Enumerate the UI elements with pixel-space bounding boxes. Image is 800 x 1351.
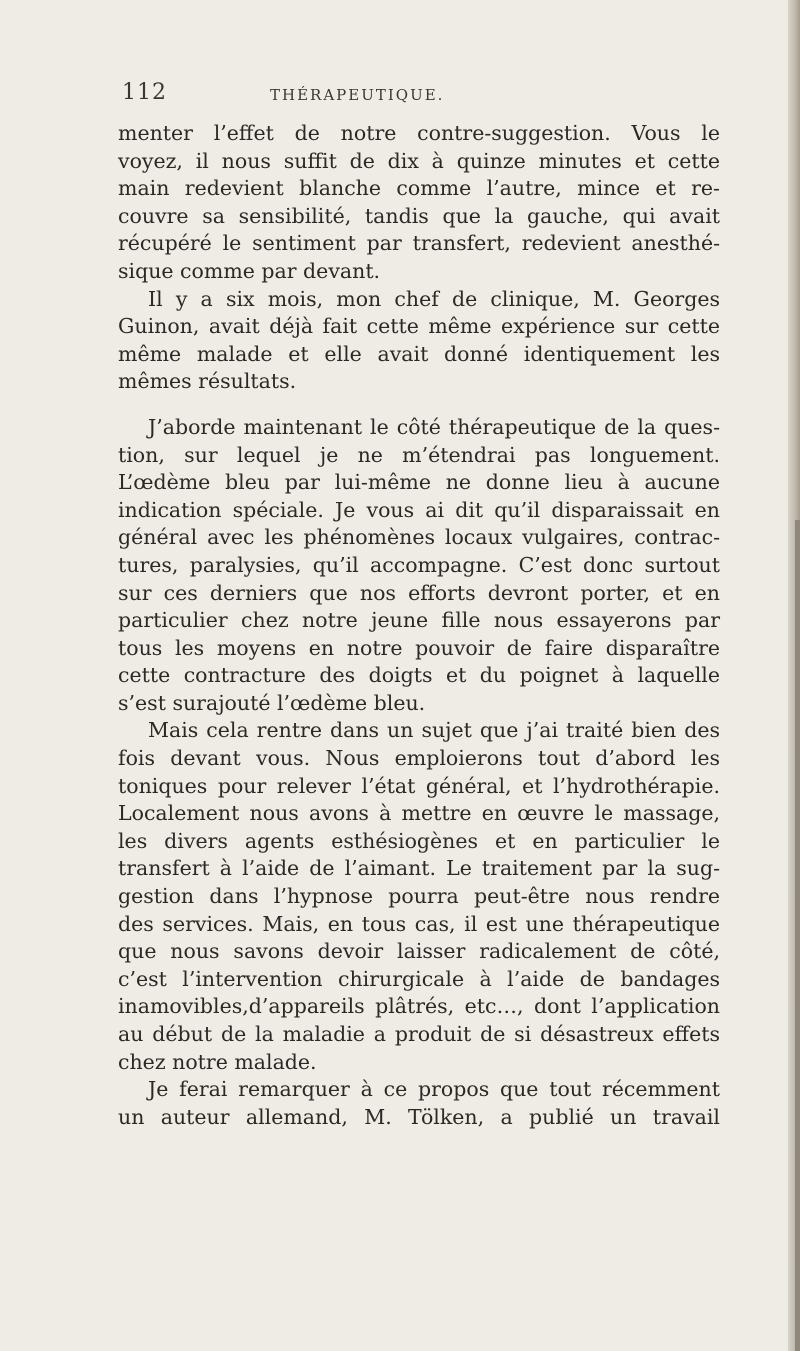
- text-line: que nous savons devoir laisser radicalement de côté,: [118, 939, 720, 964]
- text-line: inamovibles,d’appareils plâtrés, etc…, dont l’application: [118, 994, 720, 1019]
- page-number: 112: [122, 80, 167, 105]
- text-line: Mais cela rentre dans un sujet que j’ai traité bien des: [148, 718, 720, 743]
- text-line: des services. Mais, en tous cas, il est une thérapeutique: [118, 911, 720, 936]
- text-line: gestion dans l’hypnose pourra peut-être nous rendre: [118, 884, 720, 909]
- text-line: tures, paralysies, qu’il accompagne. C’est donc surtout: [118, 552, 720, 577]
- text-line: général avec les phénomènes locaux vulgaires, contrac-: [118, 525, 720, 550]
- text-line: s’est surajouté l’œdème bleu.: [118, 690, 426, 715]
- text-line: tous les moyens en notre pouvoir de faire disparaître: [118, 635, 720, 660]
- text-line: un auteur allemand, M. Tölken, a publié un travail: [118, 1104, 720, 1129]
- paragraph: [118, 717, 720, 1076]
- text-line: L’œdème bleu par lui-même ne donne lieu à aucune: [118, 470, 720, 495]
- text-line: main redevient blanche comme l’autre, mince et re-: [118, 176, 720, 201]
- text-line: couvre sa sensibilité, tandis que la gauche, qui avait: [118, 203, 720, 228]
- text-line: même malade et elle avait donné identiquement les: [118, 341, 720, 366]
- text-line: menter l’effet de notre contre-suggestion. Vous le: [118, 121, 720, 145]
- text-line: Je ferai remarquer à ce propos que tout récemment: [148, 1077, 720, 1102]
- text-line: tion, sur lequel je ne m’étendrai pas longuement.: [118, 442, 720, 467]
- text-line: mêmes résultats.: [118, 369, 297, 394]
- paragraph: [118, 120, 720, 286]
- text-line: Localement nous avons à mettre en œuvre le massage,: [118, 801, 720, 826]
- text-line: chez notre malade.: [118, 1049, 317, 1074]
- text-line: cette contracture des doigts et du poignet à laquelle: [118, 663, 720, 688]
- page-header: [122, 80, 722, 110]
- text-line: fois devant vous. Nous emploierons tout d’abord les: [118, 746, 720, 771]
- text-line: voyez, il nous suffit de dix à quinze minutes et cette: [118, 148, 720, 173]
- text-line: transfert à l’aide de l’aimant. Le traitement par la sug-: [118, 856, 720, 881]
- text-line: Il y a six mois, mon chef de clinique, M. Georges: [148, 286, 720, 311]
- page-edge-dark: [795, 520, 800, 1351]
- text-line: toniques pour relever l’état général, et l’hydrothérapie.: [118, 773, 720, 798]
- text-line: J’aborde maintenant le côté thérapeutique de la ques-: [148, 414, 720, 439]
- text-line: récupéré le sentiment par transfert, redevient anesthé-: [118, 231, 720, 256]
- paragraph: [118, 414, 720, 718]
- text-line: sique comme par devant.: [118, 258, 381, 283]
- text-line: au début de la maladie a produit de si désastreux effets: [118, 1022, 720, 1046]
- running-title: THÉRAPEUTIQUE.: [270, 86, 445, 104]
- paragraph-spacer: [118, 396, 720, 414]
- text-line: c’est l’intervention chirurgicale à l’aide de bandages: [118, 966, 720, 991]
- text-line: sur ces derniers que nos efforts devront porter, et en: [118, 580, 720, 605]
- paragraph: [118, 1076, 720, 1131]
- text-line: indication spéciale. Je vous ai dit qu’il disparaissait en: [118, 497, 720, 522]
- text-line: particulier chez notre jeune fille nous essayerons par: [118, 608, 720, 633]
- paragraph: [118, 286, 720, 396]
- body-text: [118, 120, 720, 1131]
- text-line: les divers agents esthésiogènes et en particulier le: [118, 828, 720, 853]
- text-line: Guinon, avait déjà fait cette même expérience sur cette: [118, 314, 720, 339]
